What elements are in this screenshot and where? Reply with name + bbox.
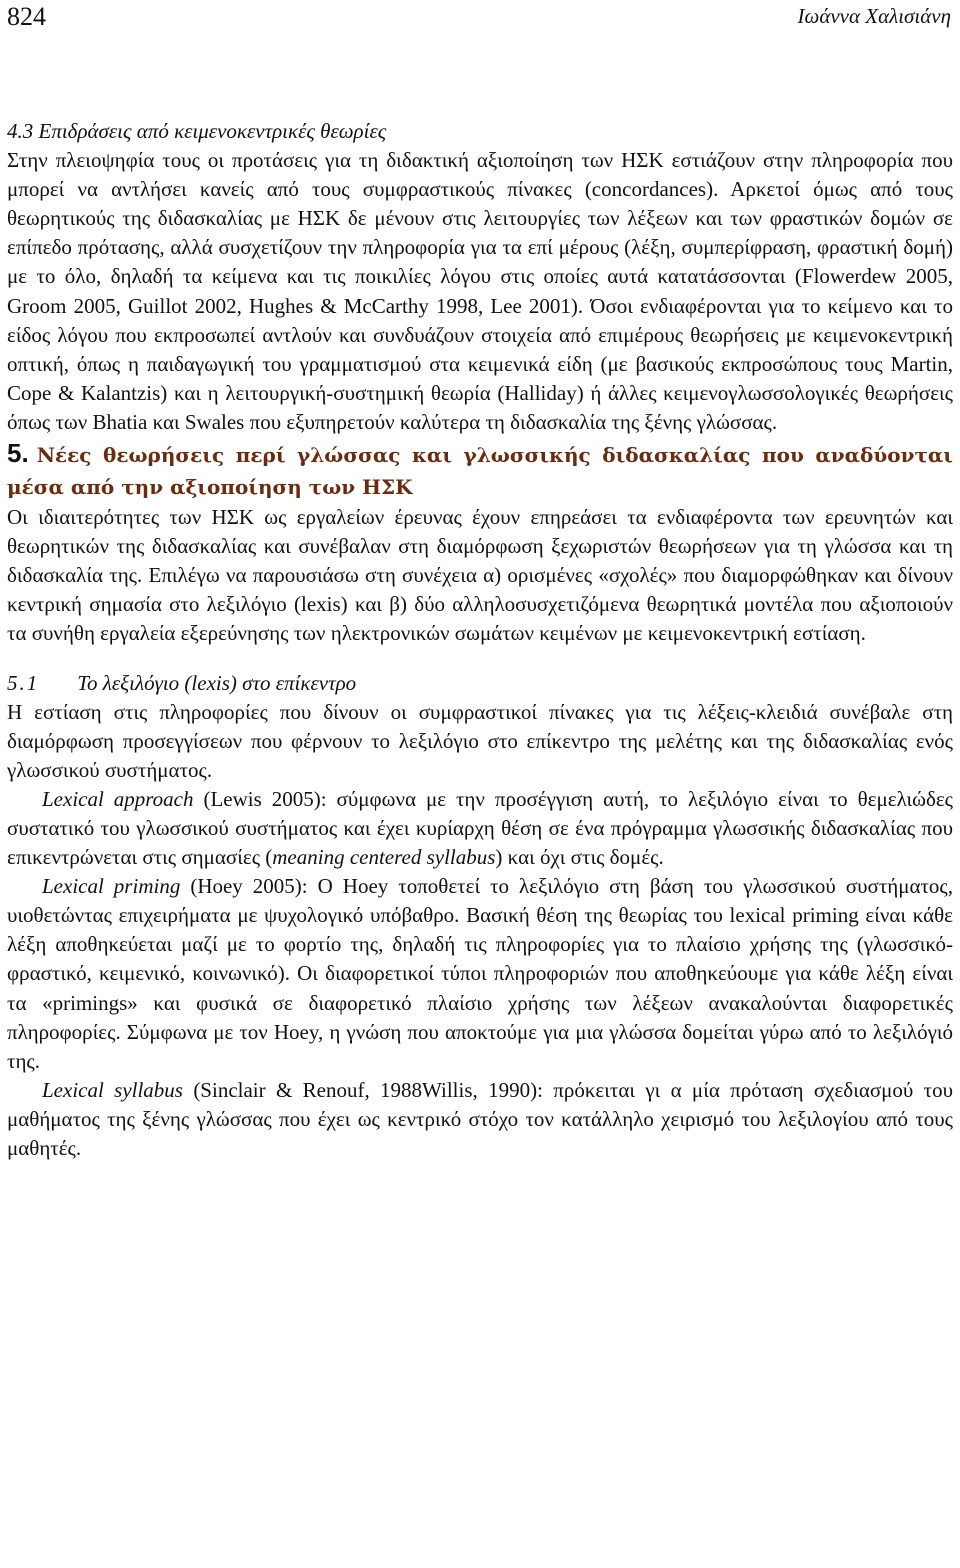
lexical-syllabus-paragraph xyxy=(7,1076,953,1163)
section-5-1-intro: Η εστίαση στις πληροφορίες που δίνουν οι συμφραστικοί πίνακες για τις λέξεις-κλειδιά συνέβαλε στη διαμόρφωση προσεγγίσεων που φέρνουν το λεξιλόγιο στο επίκεντρο της μελέτης και της διδασκαλίας ενός γλωσσικού συστήματος. xyxy=(7,699,953,782)
lexical-syllabus-text: (Sinclair & Renouf, 1988Willis, 1990): πρόκειται γι α μία πρόταση σχεδιασμού του μαθήματος της ξένης γλώσσας που έχει ως κεντρικό στόχο τον κατάλληλο χειρισμό του λεξιλογίου από τους μαθητές. xyxy=(7,1077,953,1160)
section-4-3-heading: 4.3 Επιδράσεις από κειμενοκεντρικές θεωρίες xyxy=(7,119,387,143)
section-5-1-heading xyxy=(7,669,953,698)
section-5-heading xyxy=(7,437,953,503)
section-5-1-title: Το λεξιλόγιο (lexis) στο επίκεντρο xyxy=(77,670,357,695)
section-5-1-number: 5.1 xyxy=(7,670,40,695)
body-text xyxy=(7,117,953,1163)
lexical-priming-term: Lexical priming xyxy=(42,874,181,899)
lexical-approach-paragraph xyxy=(7,785,953,872)
page-number: 824 xyxy=(7,2,46,31)
lexical-syllabus-term: Lexical syllabus xyxy=(42,1077,183,1102)
running-head-author: Ιωάννα Χαλισιάνη xyxy=(797,4,951,28)
lexical-priming-paragraph xyxy=(7,872,953,1076)
lexical-approach-italic: meaning centered syllabus xyxy=(272,845,496,870)
lexical-approach-text-b: ) και όχι στις δομές. xyxy=(495,845,664,870)
lexical-approach-text-a: (Lewis 2005): σύμφωνα με την προσέγγιση αυτή, το λεξιλόγιο είναι το θεμελιώδες συστατικό του γλωσσικού συστήματος και έχει κυρίαρχη θέση σε ένα πρόγραμμα γλωσσικής διδασκαλίας που επικεντρώνεται στις σημασίες ( xyxy=(7,786,953,870)
section-5-paragraph: Οι ιδιαιτερότητες των ΗΣΚ ως εργαλείων έρευνας έχουν επηρεάσει τα ενδιαφέροντα των ερευνητών και θεωρητικών της διδασκαλίας και συνέβαλαν στη διαμόρφωση ξεχωριστών θεωρήσεων για τη γλώσσα και τη διδασκαλία της. Επιλέγω να παρουσιάσω στη συνέχεια α) ορισμένες «σχολές» που διαμορφώθηκαν και δίνουν κεντρική σημασία στο λεξιλόγιο (lexis) και β) δύο αλληλοσυσχετιζόμενα θεωρητικά μοντέλα που αξιοποιούν τα συνήθη εργαλεία εξερεύνησης των ηλεκτρονικών σωμάτων κειμένων με κειμενοκεντρική εστίαση. xyxy=(7,505,953,646)
section-4-3-paragraph: Στην πλειοψηφία τους οι προτάσεις για τη διδακτική αξιοποίηση των ΗΣΚ εστιάζουν στην πληροφορία που μπορεί να αντλήσει κανείς από τους συμφραστικούς πίνακες (concordances). Αρκετοί όμως από τους θεωρητικούς της διδασκαλίας με ΗΣΚ δε μένουν στις λειτουργίες των λέξεων και των φραστικών δομών σε επίπεδο πρότασης, αλλά συσχετίζουν την πληροφορία για τα επί μέρους (λέξη, συμπερίφραση, φραστική δομή) με το όλο, δηλαδή τα κείμενα και τις ποικιλίες λόγου στις οποίες αυτά κατατάσσονται (Flowerdew 2005, Groom 2005, Guillot 2002, Hughes & McCarthy 1998, Lee 2001). Όσοι ενδιαφέρονται για το κείμενο και το είδος λόγου που εκπροσωπεί αντλούν και συνδυάζουν στοιχεία από επιμέρους θεωρήσεις με κειμενοκεντρική οπτική, όπως η παιδαγωγική του γραμματισμού στα κειμενικά είδη (με βασικούς εκπροσώπους τους Martin, Cope & Kalantzis) και η λειτουργική-συστημική θεωρία (Halliday) ή άλλες κειμενογλωσσολογικές θεωρήσεις όπως των Bhatia και Swales που εξυπηρετούν καλύτερα τη διδασκαλία της ξένης γλώσσας. xyxy=(7,148,953,434)
page-header xyxy=(7,0,953,40)
lexical-priming-text: (Hoey 2005): Ο Hoey τοποθετεί το λεξιλόγιο στη βάση του γλωσσικού συστήματος, υιοθετώντας επιχειρήματα με ψυχολογικό υπόβαθρο. Βασική θέση της θεωρίας του lexical priming είναι κάθε λέξη αποθηκεύεται μαζί με το φορτίο της, δηλαδή τις πληροφορίες για το πλαίσιο χρήσης της (γλωσσικό-φραστικό, κειμενικό, κοινωνικό). Οι διαφορετικοί τύποι πληροφοριών που αποθηκεύουμε για κάθε λέξη είναι τα «primings» και φυσικά σε διαφορετικό πλαίσιο χρήσης των λέξεων ανακαλούνται διαφορετικές πληροφορίες. Σύμφωνα με τον Hoey, η γνώση που αποκτούμε για μια γλώσσα δομείται γύρω από το λεξιλόγιό της. xyxy=(7,874,954,1073)
lexical-approach-term: Lexical approach xyxy=(42,786,194,811)
section-5-title: Νέες θεωρήσεις περί γλώσσας και γλωσσικής διδασκαλίας που αναδύονται μέσα από την αξιοποίηση των ΗΣΚ xyxy=(7,443,953,500)
section-5-number: 5. xyxy=(7,438,29,469)
